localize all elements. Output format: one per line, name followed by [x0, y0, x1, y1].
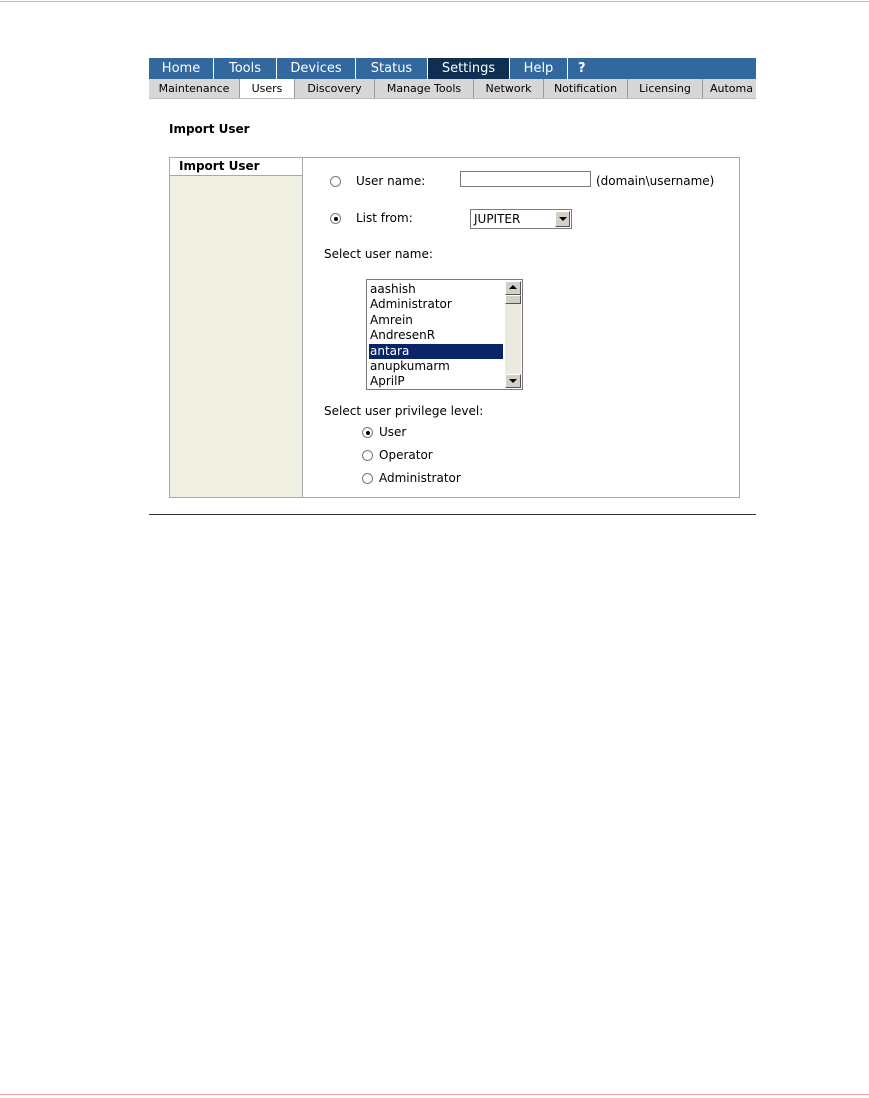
user-listbox[interactable]	[366, 279, 523, 390]
subnav-tab-automation[interactable]: Automa	[710, 82, 753, 95]
page-title: Import User	[169, 122, 250, 136]
username-label: User name:	[356, 174, 426, 188]
privilege-label: Select user privilege level:	[324, 404, 484, 418]
listfrom-select[interactable]	[470, 209, 572, 229]
list-item[interactable]: AndresenR	[370, 328, 436, 343]
listbox-scrollbar[interactable]	[505, 281, 521, 388]
list-item-selected[interactable]: antara	[369, 344, 503, 359]
nav-tab-status[interactable]: Status	[356, 58, 428, 79]
subnav-tab-notification[interactable]: Notification	[544, 79, 628, 98]
list-item[interactable]: AprilP	[370, 374, 405, 389]
list-item[interactable]: anupkumarm	[370, 358, 450, 373]
nav-tab-tools[interactable]: Tools	[214, 58, 277, 79]
page-bottom-rule	[0, 1094, 869, 1095]
privilege-operator-label: Operator	[379, 448, 433, 462]
nav-tab-settings[interactable]: Settings	[428, 58, 510, 79]
subnav-tab-network[interactable]: Network	[474, 79, 544, 98]
username-hint: (domain\username)	[596, 174, 715, 188]
privilege-user-label: User	[379, 425, 407, 439]
subnav-tab-maintenance[interactable]: Maintenance	[149, 79, 240, 98]
privilege-administrator-radio[interactable]	[362, 473, 373, 484]
listfrom-select-value: JUPITER	[474, 212, 521, 226]
side-panel-title: Import User	[170, 158, 302, 176]
nav-tab-home[interactable]: Home	[149, 58, 214, 79]
privilege-administrator-label: Administrator	[379, 471, 461, 485]
select-username-label: Select user name:	[324, 247, 433, 261]
listfrom-radio[interactable]	[330, 213, 341, 224]
chevron-down-icon[interactable]	[555, 211, 570, 227]
subnav-tab-users[interactable]: Users	[240, 79, 295, 98]
scroll-down-arrow-icon[interactable]	[505, 374, 521, 388]
list-item[interactable]: Administrator	[370, 297, 452, 312]
subnav-tab-licensing[interactable]: Licensing	[628, 79, 703, 98]
privilege-operator-radio[interactable]	[362, 450, 373, 461]
sub-nav	[149, 79, 756, 99]
import-user-panel	[169, 157, 740, 498]
username-input[interactable]	[460, 171, 591, 187]
scroll-up-arrow-icon[interactable]	[505, 281, 521, 295]
app-window	[149, 58, 756, 515]
listfrom-label: List from:	[356, 211, 413, 225]
nav-tab-question[interactable]: ?	[578, 61, 586, 76]
page-top-rule	[0, 1, 869, 2]
subnav-tab-discovery[interactable]: Discovery	[295, 79, 375, 98]
scroll-thumb[interactable]	[505, 295, 521, 304]
main-nav	[149, 58, 756, 79]
list-item[interactable]: Amrein	[370, 312, 413, 327]
nav-tab-devices[interactable]: Devices	[277, 58, 356, 79]
privilege-user-radio[interactable]	[362, 427, 373, 438]
side-panel	[170, 158, 303, 497]
subnav-tab-manage-tools[interactable]: Manage Tools	[375, 79, 474, 98]
list-item[interactable]: aashish	[370, 282, 416, 296]
username-radio[interactable]	[330, 176, 341, 187]
nav-tab-help[interactable]: Help	[510, 58, 568, 79]
